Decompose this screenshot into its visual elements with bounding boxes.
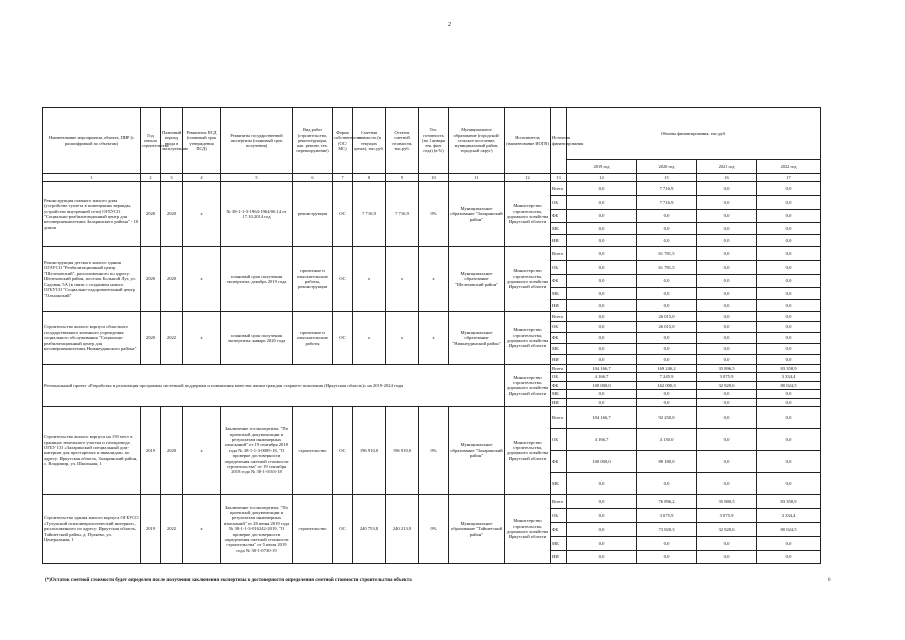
column-number: 14 bbox=[567, 174, 637, 182]
funding-value: 0,0 bbox=[567, 390, 637, 398]
funding-value: 0,0 bbox=[567, 550, 637, 563]
funding-value: 0,0 bbox=[757, 312, 821, 322]
funding-source: Всего bbox=[551, 312, 567, 322]
footer-mark: 6 bbox=[828, 578, 831, 583]
object-name: Строительство жилого корпуса областного государственного казенного учреждения социального обслуживания "Социально-реабилитационный центр для несовершеннолетних Нижнеудинского района" bbox=[43, 312, 141, 365]
funding-value: 0,0 bbox=[697, 235, 757, 247]
funding-value: 61 781,5 bbox=[637, 247, 697, 261]
funding-value: 4 166,7 bbox=[567, 373, 637, 381]
funding-value: 0,0 bbox=[757, 210, 821, 223]
readiness: х bbox=[419, 247, 449, 312]
expertise-details: плановый срок получения экспертизы: декабрь 2019 года bbox=[221, 247, 293, 312]
column-number: 13 bbox=[551, 174, 567, 182]
funding-value: 3 075,9 bbox=[697, 508, 757, 522]
header-name: Наименование мероприятия, объекта, ПИР (с расшифровкой по объектам) bbox=[43, 108, 141, 174]
investment-table bbox=[42, 107, 821, 564]
municipality: Муниципальное образование "Тайшетский район" bbox=[449, 494, 505, 563]
funding-value: 0,0 bbox=[637, 333, 697, 344]
readiness: 0% bbox=[419, 182, 449, 247]
funding-value: 0,0 bbox=[637, 275, 697, 288]
header-municipality: Муниципальное образование (городской/сельское поселение, муниципальный район, городской округ) bbox=[449, 108, 505, 174]
header-year-2022: 2022 год bbox=[757, 160, 821, 174]
funding-value: 83 358,9 bbox=[757, 494, 821, 508]
object-name: Реконструкция главного жилого дома (устройство туалета в помещениях веранды, устройство внутренней сети) ОГБУСО "Социально-реабилитационный центр для несовершеннолетних Заларинского района" - 10 домов bbox=[43, 182, 141, 247]
psd-details: х bbox=[183, 182, 221, 247]
funding-source: Всего bbox=[551, 182, 567, 196]
table-row bbox=[43, 182, 821, 196]
funding-value: 0,0 bbox=[567, 344, 637, 355]
funding-source: МБ bbox=[551, 390, 567, 398]
readiness: 0% bbox=[419, 406, 449, 494]
funding-value: 0,0 bbox=[697, 210, 757, 223]
column-number: 17 bbox=[757, 174, 821, 182]
funding-value: 0,0 bbox=[697, 196, 757, 210]
ownership-form: ОС bbox=[333, 247, 353, 312]
end-year: 2022 bbox=[161, 312, 183, 365]
funding-value: 0,0 bbox=[697, 406, 757, 428]
column-number: 16 bbox=[697, 174, 757, 182]
funding-source: НИ bbox=[551, 550, 567, 563]
funding-value: 0,0 bbox=[757, 450, 821, 472]
estimated-cost: х bbox=[353, 312, 386, 365]
funding-source: ОБ bbox=[551, 322, 567, 333]
funding-source: МБ bbox=[551, 223, 567, 235]
executor: Министерство строительства, дорожного хозяйства Иркутской области bbox=[505, 406, 551, 494]
footnote: (*)Остаток сметной стоимости будет определен после получения заключения экспертизы о достоверности определения сметной стоимости строительства объекта bbox=[45, 578, 412, 583]
expertise-details: плановый срок получения экспертизы: январь 2020 года bbox=[221, 312, 293, 365]
column-number: 11 bbox=[449, 174, 505, 182]
funding-value: 0,0 bbox=[697, 398, 757, 406]
header-ownership: Форма собственности (ОС/МС) bbox=[333, 108, 353, 174]
funding-source: ОБ bbox=[551, 196, 567, 210]
funding-value: 80 024,5 bbox=[757, 522, 821, 536]
funding-value: 7 245,9 bbox=[637, 373, 697, 381]
end-year: 2020 bbox=[161, 406, 183, 494]
funding-value: 76 896,2 bbox=[637, 494, 697, 508]
funding-value: 32 820,6 bbox=[697, 381, 757, 389]
ownership-form: ОС bbox=[333, 312, 353, 365]
funding-value: 0,0 bbox=[697, 390, 757, 398]
funding-value: 0,0 bbox=[567, 300, 637, 312]
funding-source: Всего bbox=[551, 247, 567, 261]
funding-value: 0,0 bbox=[637, 536, 697, 550]
funding-value: 0,0 bbox=[757, 247, 821, 261]
end-year: 2022 bbox=[161, 494, 183, 563]
funding-value: 0,0 bbox=[567, 235, 637, 247]
funding-source: МБ bbox=[551, 344, 567, 355]
funding-value: 0,0 bbox=[697, 333, 757, 344]
work-type: проектные и изыскательские работы, реконструкция bbox=[293, 247, 333, 312]
project-name: Региональный проект «Разработка и реализация программы системной поддержки и повышения качества жизни граждан старшего поколения (Иркутская область)» на 2019-2024 годы bbox=[43, 365, 505, 407]
funding-value: 0,0 bbox=[757, 344, 821, 355]
funding-value: 0,0 bbox=[567, 522, 637, 536]
funding-value: 32 820,6 bbox=[697, 522, 757, 536]
funding-value: 0,0 bbox=[697, 428, 757, 450]
start-year: 2020 bbox=[141, 247, 161, 312]
column-number: 10 bbox=[419, 174, 449, 182]
funding-value: 100 000,0 bbox=[567, 381, 637, 389]
remaining-cost: 240 213,9 bbox=[386, 494, 419, 563]
expertise-details: № 38-1-1-3-1964-1964/06.14 от 17.10.2014 год bbox=[221, 182, 293, 247]
funding-source: МБ bbox=[551, 288, 567, 300]
municipality: Муниципальное образование "Нижнеудинский район" bbox=[449, 312, 505, 365]
funding-source: НИ bbox=[551, 398, 567, 406]
psd-details: х bbox=[183, 312, 221, 365]
ownership-form: ОС bbox=[333, 494, 353, 563]
funding-value: 0,0 bbox=[757, 196, 821, 210]
funding-value: 0,0 bbox=[567, 398, 637, 406]
funding-value: 0,0 bbox=[697, 355, 757, 365]
column-number: 5 bbox=[221, 174, 293, 182]
funding-source: ОБ bbox=[551, 373, 567, 381]
remaining-cost: 196 910,0 bbox=[386, 406, 419, 494]
funding-value: 0,0 bbox=[637, 472, 697, 494]
start-year: 2019 bbox=[141, 406, 161, 494]
funding-value: 0,0 bbox=[637, 235, 697, 247]
funding-value: 100 000,0 bbox=[567, 450, 637, 472]
column-number: 4 bbox=[183, 174, 221, 182]
funding-value: 35 880,5 bbox=[697, 494, 757, 508]
funding-value: 0,0 bbox=[757, 398, 821, 406]
funding-value: 0,0 bbox=[697, 275, 757, 288]
project-executor: Министерство строительства, дорожного хозяйства Иркутской области bbox=[505, 365, 551, 407]
funding-value: 35 896,5 bbox=[697, 365, 757, 373]
funding-source: ФБ bbox=[551, 381, 567, 389]
funding-value: 0,0 bbox=[697, 182, 757, 196]
funding-value: 0,0 bbox=[697, 344, 757, 355]
funding-source: ФБ bbox=[551, 333, 567, 344]
funding-value: 0,0 bbox=[637, 390, 697, 398]
object-name: Строительство жилого корпуса на 150 мест в границах земельного участка и газопровода ОГБУ СО «Заларинский специальный дом-интернат для престарелых и инвалидов» по адресу: Иркутская область, Заларинский район, с. Владимир, ул. Школьная, 1 bbox=[43, 406, 141, 494]
funding-value: 26 015,0 bbox=[637, 312, 697, 322]
readiness: х bbox=[419, 312, 449, 365]
funding-source: ОБ bbox=[551, 261, 567, 275]
funding-source: НИ bbox=[551, 300, 567, 312]
funding-value: 0,0 bbox=[567, 261, 637, 275]
funding-value: 4 130,0 bbox=[637, 428, 697, 450]
funding-value: 0,0 bbox=[697, 450, 757, 472]
funding-value: 0,0 bbox=[637, 550, 697, 563]
estimated-cost: 196 910,0 bbox=[353, 406, 386, 494]
funding-source: МБ bbox=[551, 536, 567, 550]
funding-value: 0,0 bbox=[567, 333, 637, 344]
estimated-cost: 240 753,8 bbox=[353, 494, 386, 563]
funding-value: 0,0 bbox=[757, 275, 821, 288]
funding-source: НИ bbox=[551, 235, 567, 247]
column-number: 1 bbox=[43, 174, 141, 182]
funding-value: 0,0 bbox=[567, 247, 637, 261]
remaining-cost: х bbox=[386, 312, 419, 365]
funding-value: 0,0 bbox=[567, 536, 637, 550]
end-year: 2020 bbox=[161, 247, 183, 312]
funding-value: 4 166,7 bbox=[567, 428, 637, 450]
column-number: 7 bbox=[333, 174, 353, 182]
work-type: строительство bbox=[293, 494, 333, 563]
executor: Министерство строительства, дорожного хозяйства Иркутской области bbox=[505, 182, 551, 247]
header-year-2019: 2019 год bbox=[567, 160, 637, 174]
column-number: 3 bbox=[161, 174, 183, 182]
funding-value: 0,0 bbox=[697, 223, 757, 235]
header-rest: Остаток сметной стоимости, тыс.руб. bbox=[386, 108, 419, 174]
page-number: 2 bbox=[448, 22, 451, 28]
funding-value: 0,0 bbox=[567, 275, 637, 288]
header-funding: Объемы финансирования, тыс.руб. bbox=[567, 108, 821, 160]
funding-value: 0,0 bbox=[757, 333, 821, 344]
object-name: Реконструкция детского жилого здания ОГАУСО "Реабилитационный центр "Шелеховский", расположенного по адресу: Шелеховский район, поселок Большой Луг, ул. Садовая, 5А (в связи с созданием нового ОГБУСО "Социально-оздоровительный центр "Ольхонский" bbox=[43, 247, 141, 312]
header-start: Год начала строительства bbox=[141, 108, 161, 174]
header-expertise: Реквизиты государственной экспертизы (плановый срок получения) bbox=[221, 108, 293, 174]
funding-value: 0,0 bbox=[757, 235, 821, 247]
column-number: 9 bbox=[386, 174, 419, 182]
table-row bbox=[43, 406, 821, 428]
funding-value: 0,0 bbox=[567, 508, 637, 522]
funding-value: 0,0 bbox=[697, 247, 757, 261]
funding-source: ОБ bbox=[551, 508, 567, 522]
funding-value: 0,0 bbox=[567, 210, 637, 223]
funding-value: 3 334,4 bbox=[757, 373, 821, 381]
funding-value: 0,0 bbox=[697, 472, 757, 494]
funding-value: 0,0 bbox=[757, 223, 821, 235]
column-number: 12 bbox=[505, 174, 551, 182]
psd-details: х bbox=[183, 494, 221, 563]
funding-value: 0,0 bbox=[637, 398, 697, 406]
column-number: 8 bbox=[353, 174, 386, 182]
funding-source: ОБ bbox=[551, 428, 567, 450]
work-type: проектные и изыскательские работы bbox=[293, 312, 333, 365]
executor: Министерство строительства, дорожного хозяйства Иркутской области bbox=[505, 312, 551, 365]
funding-source: Всего bbox=[551, 494, 567, 508]
funding-value: 0,0 bbox=[757, 428, 821, 450]
funding-source: ФБ bbox=[551, 210, 567, 223]
municipality: Муниципальное образование "Заларинский район" bbox=[449, 182, 505, 247]
funding-source: НИ bbox=[551, 355, 567, 365]
header-year-2021: 2021 год bbox=[697, 160, 757, 174]
funding-value: 0,0 bbox=[637, 344, 697, 355]
funding-source: Всего bbox=[551, 406, 567, 428]
header-cost: Сметная стоимость (в текущих ценах), тыс.руб. bbox=[353, 108, 386, 174]
ownership-form: ОС bbox=[333, 182, 353, 247]
funding-value: 0,0 bbox=[567, 182, 637, 196]
funding-value: 0,0 bbox=[567, 494, 637, 508]
object-name: Строительство здания жилого корпуса ОГБУСО «Тулунский психоневрологический интернат», расположенного по адресу: Иркутская область, Тайшетский район, д. Пуляево, ул. Центральная, 1 bbox=[43, 494, 141, 563]
funding-value: 61 781,5 bbox=[637, 261, 697, 275]
funding-value: 0,0 bbox=[757, 300, 821, 312]
executor: Министерство строительства, дорожного хозяйства Иркутской области bbox=[505, 494, 551, 563]
funding-value: 0,0 bbox=[757, 182, 821, 196]
funding-value: 80 024,5 bbox=[757, 381, 821, 389]
funding-value: 0,0 bbox=[757, 390, 821, 398]
funding-value: 0,0 bbox=[757, 406, 821, 428]
header-readiness: Тех. готовность (на 1 января тек. фин. года) (в %) bbox=[419, 108, 449, 174]
start-year: 2019 bbox=[141, 494, 161, 563]
funding-value: 0,0 bbox=[697, 288, 757, 300]
funding-value: 0,0 bbox=[697, 300, 757, 312]
column-number: 6 bbox=[293, 174, 333, 182]
funding-value: 0,0 bbox=[757, 288, 821, 300]
funding-value: 0,0 bbox=[567, 288, 637, 300]
end-year: 2020 bbox=[161, 182, 183, 247]
funding-value: 0,0 bbox=[697, 322, 757, 333]
funding-value: 162 000,3 bbox=[637, 381, 697, 389]
column-number-row bbox=[43, 174, 821, 182]
estimated-cost: 7 716,9 bbox=[353, 182, 386, 247]
header-executor: Исполнитель (наименование ИОГВ) bbox=[505, 108, 551, 174]
funding-value: 0,0 bbox=[637, 355, 697, 365]
funding-value: 0,0 bbox=[757, 472, 821, 494]
funding-value: 83 358,9 bbox=[757, 365, 821, 373]
funding-value: 0,0 bbox=[697, 550, 757, 563]
funding-value: 0,0 bbox=[637, 210, 697, 223]
funding-value: 26 015,0 bbox=[637, 322, 697, 333]
table-row bbox=[43, 312, 821, 322]
funding-value: 0,0 bbox=[697, 312, 757, 322]
funding-value: 0,0 bbox=[637, 300, 697, 312]
funding-value: 73 820,3 bbox=[637, 522, 697, 536]
funding-value: 0,0 bbox=[637, 288, 697, 300]
header-source: Источник финансирования bbox=[551, 108, 567, 174]
funding-value: 3 075,9 bbox=[697, 373, 757, 381]
ownership-form: ОС bbox=[333, 406, 353, 494]
funding-value: 88 180,0 bbox=[637, 450, 697, 472]
readiness: 0% bbox=[419, 494, 449, 563]
expertise-details: Заключение госэкспертизы: "По проектной документации и результатам инженерных изысканий" от 28 июня 2019 года № 38-1-1-3-016242-2019, "О проверке достоверности определения сметной стоимости строительства" от 5 июля 2019 года № 38-1-0730-19 bbox=[221, 494, 293, 563]
funding-source: ФБ bbox=[551, 275, 567, 288]
funding-value: 0,0 bbox=[567, 472, 637, 494]
funding-value: 92 250,0 bbox=[637, 406, 697, 428]
funding-source: ФБ bbox=[551, 522, 567, 536]
column-number: 2 bbox=[141, 174, 161, 182]
table-row bbox=[43, 247, 821, 261]
funding-value: 7 716,9 bbox=[637, 182, 697, 196]
remaining-cost: 7 716,9 bbox=[386, 182, 419, 247]
funding-value: 0,0 bbox=[757, 536, 821, 550]
funding-value: 0,0 bbox=[697, 536, 757, 550]
funding-value: 0,0 bbox=[757, 355, 821, 365]
estimated-cost: х bbox=[353, 247, 386, 312]
funding-value: 0,0 bbox=[567, 355, 637, 365]
funding-value: 104 166,7 bbox=[567, 365, 637, 373]
funding-value: 0,0 bbox=[697, 261, 757, 275]
funding-source: Всего bbox=[551, 365, 567, 373]
funding-value: 0,0 bbox=[757, 550, 821, 563]
executor: Министерство строительства, дорожного хозяйства Иркутской области bbox=[505, 247, 551, 312]
psd-details: х bbox=[183, 247, 221, 312]
municipality: Муниципальное образование "Заларинский район" bbox=[449, 406, 505, 494]
start-year: 2020 bbox=[141, 312, 161, 365]
expertise-details: Заключение госэкспертизы: "По проектной документации и результатам инженерных изысканий" от 19 сентября 2018 года № 38-1-1-3-0085-18, "О проверке достоверности определения сметной стоимости строительства" от 19 сентября 2018 года № 38-1-0163-18 bbox=[221, 406, 293, 494]
remaining-cost: х bbox=[386, 247, 419, 312]
work-type: строительство bbox=[293, 406, 333, 494]
header-end: Плановый период ввода в эксплуатацию bbox=[161, 108, 183, 174]
psd-details: х bbox=[183, 406, 221, 494]
funding-value: 3 334,4 bbox=[757, 508, 821, 522]
funding-value: 3 075,9 bbox=[637, 508, 697, 522]
funding-source: ФБ bbox=[551, 450, 567, 472]
column-number: 15 bbox=[637, 174, 697, 182]
header-year-2020: 2020 год bbox=[637, 160, 697, 174]
header-psd: Реквизиты ПСД (плановый срок утверждения ПСД) bbox=[183, 108, 221, 174]
funding-value: 104 166,7 bbox=[567, 406, 637, 428]
funding-value: 0,0 bbox=[567, 196, 637, 210]
funding-value: 169 246,2 bbox=[637, 365, 697, 373]
funding-value: 0,0 bbox=[637, 223, 697, 235]
funding-value: 0,0 bbox=[567, 312, 637, 322]
funding-value: 0,0 bbox=[567, 223, 637, 235]
funding-value: 0,0 bbox=[757, 261, 821, 275]
table-row bbox=[43, 365, 821, 373]
start-year: 2020 bbox=[141, 182, 161, 247]
table-row bbox=[43, 494, 821, 508]
header-work-type: Вид работ (строительство, реконструкция, кап. ремонт, тех. перевооружение) bbox=[293, 108, 333, 174]
funding-value: 0,0 bbox=[757, 322, 821, 333]
work-type: реконструкция bbox=[293, 182, 333, 247]
funding-value: 0,0 bbox=[567, 322, 637, 333]
funding-value: 7 716,9 bbox=[637, 196, 697, 210]
municipality: Муниципальное образование "Шелеховский район" bbox=[449, 247, 505, 312]
funding-source: МБ bbox=[551, 472, 567, 494]
